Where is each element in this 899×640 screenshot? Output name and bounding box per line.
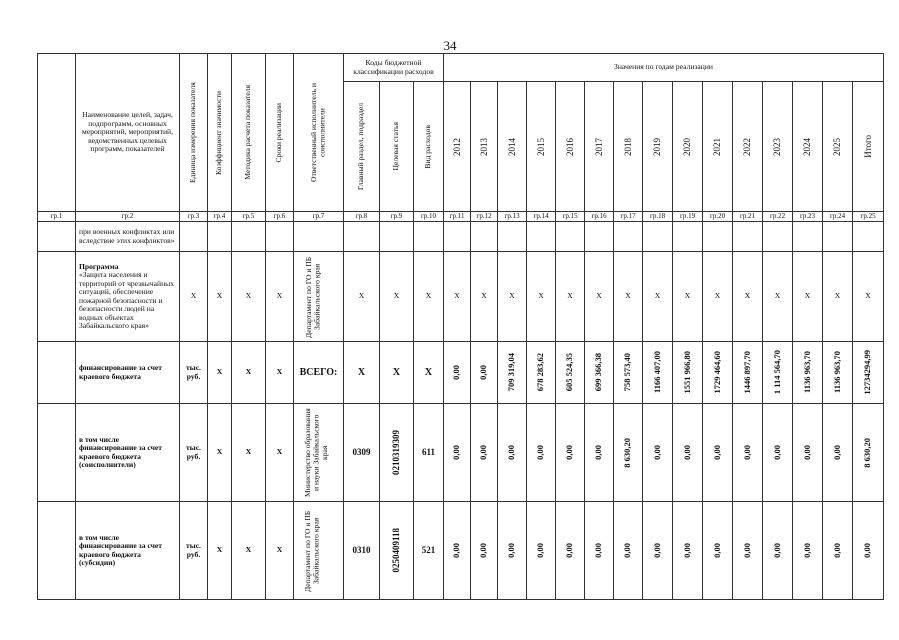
value-cell: 0,00 [703,404,733,502]
program-text: «Защита населения и территорий от чрезвычайных ситуаций, обеспечение пожарной безопасности и безопасности людей на водных объектах Забайкальского края» [79,270,175,330]
value-cell: 1166 407,00 [643,342,673,404]
mark: X [232,252,266,342]
value-cell: 1446 897,70 [733,342,763,404]
mark: X [208,404,232,502]
value-cell: 0,00 [733,404,763,502]
value-cell: 0,00 [703,502,733,600]
mark: X [180,252,208,342]
value-cell: 1729 464,60 [703,342,733,404]
value-cell: 0,00 [498,502,527,600]
co-executors-unit: тыс. руб. [180,404,208,502]
section-code: 0309 [344,404,380,502]
col-number: гр.18 [643,212,673,222]
col-number: гр.8 [344,212,380,222]
value-cell: 0,00 [585,404,614,502]
col-number: гр.21 [733,212,763,222]
program-table [37,53,884,600]
col-number: гр.15 [556,212,585,222]
program-executor: Департамент по ГО и ПБ Забайкальского края [294,252,344,342]
header-col9: Целевая статья [380,82,414,212]
value-cell: 0,00 [444,404,471,502]
header-col10: Вид расходов [414,82,444,212]
header-row-top [38,54,884,82]
mark: X [232,502,266,600]
total-name: финансирование за счет краевого бюджета [76,342,180,404]
col-number: гр.24 [823,212,853,222]
value-cell: 699 366,38 [585,342,614,404]
mark: X [673,252,703,342]
value-cell: 605 524,35 [556,342,585,404]
header-col3: Единица измерения показателя [180,54,208,212]
header-year: 2023 [763,82,793,212]
mark: X [232,404,266,502]
program-row [38,252,884,342]
col-number: гр.6 [266,212,294,222]
mark: X [266,404,294,502]
article-code: 0210319309 [380,404,414,502]
value-cell: 0,00 [527,404,556,502]
col-number: гр.4 [208,212,232,222]
col-number: гр.9 [380,212,414,222]
header-year: Итого [853,82,884,212]
header-year: 2013 [471,82,498,212]
mark: X [208,252,232,342]
co-executors-row [38,404,884,502]
mark: X [703,252,733,342]
subsidies-row [38,502,884,600]
value-cell: 0,00 [471,502,498,600]
mark: X [556,252,585,342]
col-number: гр.10 [414,212,444,222]
mark: X [614,252,643,342]
col-number: гр.7 [294,212,344,222]
co-executors-name: в том числе финансирование за счет краевого бюджета (соисполнители) [76,404,180,502]
mark: X [414,342,444,404]
mark: X [344,342,380,404]
value-cell: 0,00 [673,404,703,502]
col-number: гр.2 [76,212,180,222]
continuation-text: при военных конфликтах или вследствие этих конфликтов» [76,222,180,252]
mark: X [380,252,414,342]
mark: X [733,252,763,342]
value-cell: 8 630,20 [614,404,643,502]
mark: X [763,252,793,342]
value-cell: 8 630,20 [853,404,884,502]
header-year: 2022 [733,82,763,212]
header-col2: Наименование целей, задач, подпрограмм, основных мероприятий, мероприятий, ведомственных целевых программ, показателей [76,54,180,212]
mark: X [793,252,823,342]
value-cell: 0,00 [444,342,471,404]
section-code: 0310 [344,502,380,600]
mark: X [471,252,498,342]
expense-type: 611 [414,404,444,502]
subsidies-executor: Департамент по ГО и ПБ Забайкальского края [294,502,344,600]
value-cell: 0,00 [793,404,823,502]
col-number: гр.23 [793,212,823,222]
subsidies-unit: тыс. руб. [180,502,208,600]
value-cell: 0,00 [763,404,793,502]
col-number: гр.3 [180,212,208,222]
mark: X [266,252,294,342]
page-number: 34 [443,38,457,53]
value-cell: 0,00 [673,502,703,600]
value-cell: 709 319,04 [498,342,527,404]
col-number: гр.17 [614,212,643,222]
header-year: 2017 [585,82,614,212]
value-cell: 0,00 [853,502,884,600]
value-cell: 758 573,40 [614,342,643,404]
column-number-row [38,212,884,222]
value-cell: 0,00 [527,502,556,600]
value-cell: 0,00 [556,502,585,600]
total-executor: ВСЕГО: [294,342,344,404]
value-cell: 0,00 [471,404,498,502]
col-number: гр.22 [763,212,793,222]
col-number: гр.19 [673,212,703,222]
col-number: гр.12 [471,212,498,222]
value-cell: 0,00 [643,404,673,502]
col-number: гр.1 [38,212,76,222]
subsidies-name: в том числе финансирование за счет краевого бюджета (субсидии) [76,502,180,600]
header-year: 2014 [498,82,527,212]
value-cell: 12734294,99 [853,342,884,404]
expense-type: 521 [414,502,444,600]
value-cell: 0,00 [793,502,823,600]
value-cell: 0,00 [763,502,793,600]
mark: X [266,502,294,600]
header-year: 2020 [673,82,703,212]
mark: X [208,502,232,600]
co-executors-executor: Министерство образования и науки Забайкальского края [294,404,344,502]
col-number: гр.11 [444,212,471,222]
header-years-group: Значения по годам реализации [444,54,884,82]
header-year: 2025 [823,82,853,212]
mark: X [344,252,380,342]
header-year: 2021 [703,82,733,212]
header-col1 [38,54,76,212]
value-cell: 0,00 [823,404,853,502]
header-year: 2018 [614,82,643,212]
value-cell: 0,00 [444,502,471,600]
value-cell: 0,00 [585,502,614,600]
col-number: гр.20 [703,212,733,222]
mark: X [414,252,444,342]
mark: X [498,252,527,342]
header-col7: Ответственный исполнитель и соисполнители [294,54,344,212]
mark: X [643,252,673,342]
value-cell: 1551 966,80 [673,342,703,404]
col-number: гр.5 [232,212,266,222]
total-unit: тыс. руб. [180,342,208,404]
header-col5: Методика расчета показателя [232,54,266,212]
header-year: 2016 [556,82,585,212]
mark: X [527,252,556,342]
value-cell: 1136 963,70 [823,342,853,404]
mark: X [853,252,884,342]
header-year: 2015 [527,82,556,212]
continuation-row [38,222,884,252]
mark: X [208,342,232,404]
mark: X [380,342,414,404]
mark: X [444,252,471,342]
mark: X [823,252,853,342]
mark: X [232,342,266,404]
value-cell: 0,00 [643,502,673,600]
program-name [76,252,180,342]
program-title: Программа [79,261,119,271]
value-cell: 1 114 564,70 [763,342,793,404]
col-number: гр.25 [853,212,884,222]
header-budget-group: Коды бюджетной классификации расходов [344,54,444,82]
value-cell: 0,00 [733,502,763,600]
mark: X [266,342,294,404]
value-cell: 678 283,62 [527,342,556,404]
value-cell: 0,00 [823,502,853,600]
header-col8: Главный раздел, подраздел [344,82,380,212]
header-year: 2012 [444,82,471,212]
value-cell: 1136 963,70 [793,342,823,404]
mark: X [585,252,614,342]
article-code: 0250409118 [380,502,414,600]
header-year: 2024 [793,82,823,212]
value-cell: 0,00 [614,502,643,600]
header-year: 2019 [643,82,673,212]
header-col4: Коэффициент значимости [208,54,232,212]
header-col6: Сроки реализации [266,54,294,212]
col-number: гр.13 [498,212,527,222]
total-row [38,342,884,404]
value-cell: 0,00 [471,342,498,404]
value-cell: 0,00 [556,404,585,502]
col-number: гр.16 [585,212,614,222]
col-number: гр.14 [527,212,556,222]
value-cell: 0,00 [498,404,527,502]
